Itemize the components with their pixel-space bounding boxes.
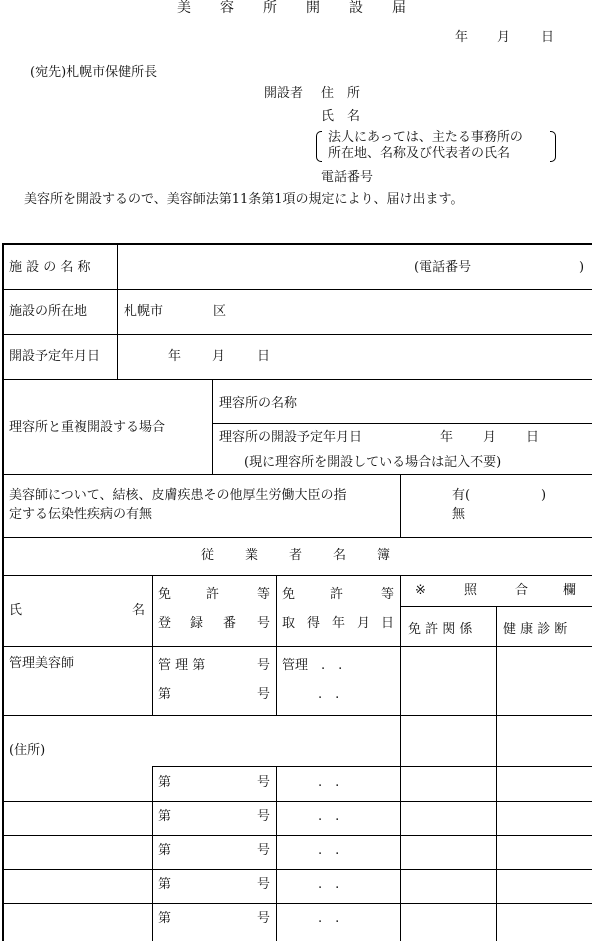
planned-date-field[interactable] <box>119 336 589 378</box>
title-char: 容 <box>220 0 234 16</box>
right-bracket <box>550 131 556 162</box>
license-date: . . <box>318 877 340 892</box>
header-char: 等 <box>257 587 271 602</box>
license-date: . . <box>318 809 340 824</box>
applicant-role: 開設者 <box>264 86 304 101</box>
facility-name-field[interactable] <box>119 245 589 288</box>
address-label: (住所) <box>9 743 46 758</box>
manager-license-suffix: 号 <box>257 658 271 673</box>
date-year-label: 年 <box>455 30 469 45</box>
license-suffix: 号 <box>257 687 271 702</box>
license-suffix: 号 <box>257 843 271 858</box>
header-char: 免 <box>158 587 172 602</box>
header-char: 取 <box>282 616 296 631</box>
corp-note-line2: 所在地、名称及び代表者の氏名 <box>328 146 511 161</box>
disease-yes-option[interactable]: 有( <box>452 488 471 503</box>
header-char: 録 <box>190 616 204 631</box>
manager-license-date: 管理 . . <box>282 658 343 673</box>
planned-month: 月 <box>212 349 226 364</box>
facility-name-label: 施 設 の 名 称 <box>9 260 91 275</box>
title-char: 設 <box>349 0 363 16</box>
license-suffix: 号 <box>257 877 271 892</box>
header-char: 日 <box>381 616 395 631</box>
disease-label-line2: 定する伝染性疾病の有無 <box>9 507 153 522</box>
col-check-license: 免 許 関 係 <box>408 622 473 637</box>
manager-label: 管理美容師 <box>9 656 75 671</box>
barber-date-label: 理容所の開設予定年月日 <box>219 430 363 445</box>
title-char: 美 <box>177 0 191 16</box>
title-char: 所 <box>263 0 277 16</box>
header-char: 号 <box>257 616 271 631</box>
corp-note-line1: 法人にあっては、主たる事務所の <box>328 130 523 145</box>
title-char: 届 <box>392 0 406 16</box>
statement: 美容所を開設するので、美容師法第11条第1項の規定により、届け出ます。 <box>24 192 464 207</box>
header-char: 合 <box>515 583 529 598</box>
license-suffix: 号 <box>257 911 271 926</box>
applicant-name-label: 氏 名 <box>321 109 361 124</box>
col-name-left: 氏 <box>9 603 23 618</box>
planned-day: 日 <box>257 349 271 364</box>
header-char: 等 <box>381 587 395 602</box>
license-suffix: 号 <box>257 775 271 790</box>
header-char: 許 <box>330 587 344 602</box>
header-char: 許 <box>206 587 220 602</box>
facility-location-field[interactable] <box>119 291 589 333</box>
header-char: ※ <box>415 583 426 598</box>
staff-title-char: 業 <box>245 548 259 563</box>
disease-label-line1: 美容師について、結核、皮膚疾患その他厚生労働大臣の指 <box>9 488 347 503</box>
license-suffix: 号 <box>257 809 271 824</box>
left-bracket <box>316 131 322 162</box>
license-date: . . <box>318 911 340 926</box>
header-char: 年 <box>332 616 346 631</box>
manager-license-prefix: 管 理 第 <box>158 658 206 673</box>
date-day-label: 日 <box>541 30 555 45</box>
col-name-right: 名 <box>132 603 146 618</box>
facility-phone-close: ) <box>579 260 585 275</box>
license-date: . . <box>318 775 340 790</box>
title-char: 開 <box>306 0 320 16</box>
header-char: 得 <box>307 616 321 631</box>
license-prefix: 第 <box>158 775 172 790</box>
barber-month: 月 <box>483 430 497 445</box>
staff-title-char: 者 <box>289 548 303 563</box>
location-city: 札幌市 <box>124 304 164 319</box>
license-prefix: 第 <box>158 809 172 824</box>
barber-name-label: 理容所の名称 <box>219 396 298 411</box>
header-char: 番 <box>223 616 237 631</box>
license-prefix: 第 <box>158 877 172 892</box>
disease-no-option[interactable]: 無 <box>452 507 466 522</box>
location-ward: 区 <box>213 304 227 319</box>
license-prefix: 第 <box>158 687 172 702</box>
header-char: 免 <box>282 587 296 602</box>
header-char: 登 <box>158 616 172 631</box>
disease-yes-close: ) <box>541 488 547 503</box>
planned-date-label: 開設予定年月日 <box>9 349 101 364</box>
barber-year: 年 <box>440 430 454 445</box>
license-prefix: 第 <box>158 911 172 926</box>
addressee: (宛先)札幌市保健所長 <box>30 65 158 80</box>
staff-title-char: 従 <box>201 548 215 563</box>
license-date: . . <box>318 843 340 858</box>
barber-name-field[interactable] <box>310 381 589 422</box>
header-char: 照 <box>464 583 478 598</box>
header-char: 月 <box>357 616 371 631</box>
facility-phone-open: (電話番号 <box>414 260 472 275</box>
staff-title-char: 簿 <box>377 548 391 563</box>
dual-opening-label: 理容所と重複開設する場合 <box>9 420 166 435</box>
col-check-health: 健 康 診 断 <box>503 622 568 637</box>
planned-year: 年 <box>168 349 182 364</box>
facility-location-label: 施設の所在地 <box>9 304 88 319</box>
staff-title-char: 名 <box>333 548 347 563</box>
barber-note: (現に理容所を開設している場合は記入不要) <box>244 455 502 470</box>
applicant-phone-label: 電話番号 <box>321 170 374 185</box>
license-date: . . <box>318 687 340 702</box>
barber-day: 日 <box>526 430 540 445</box>
date-month-label: 月 <box>497 30 511 45</box>
license-prefix: 第 <box>158 843 172 858</box>
header-char: 欄 <box>563 583 577 598</box>
applicant-address-label: 住 所 <box>321 86 361 101</box>
